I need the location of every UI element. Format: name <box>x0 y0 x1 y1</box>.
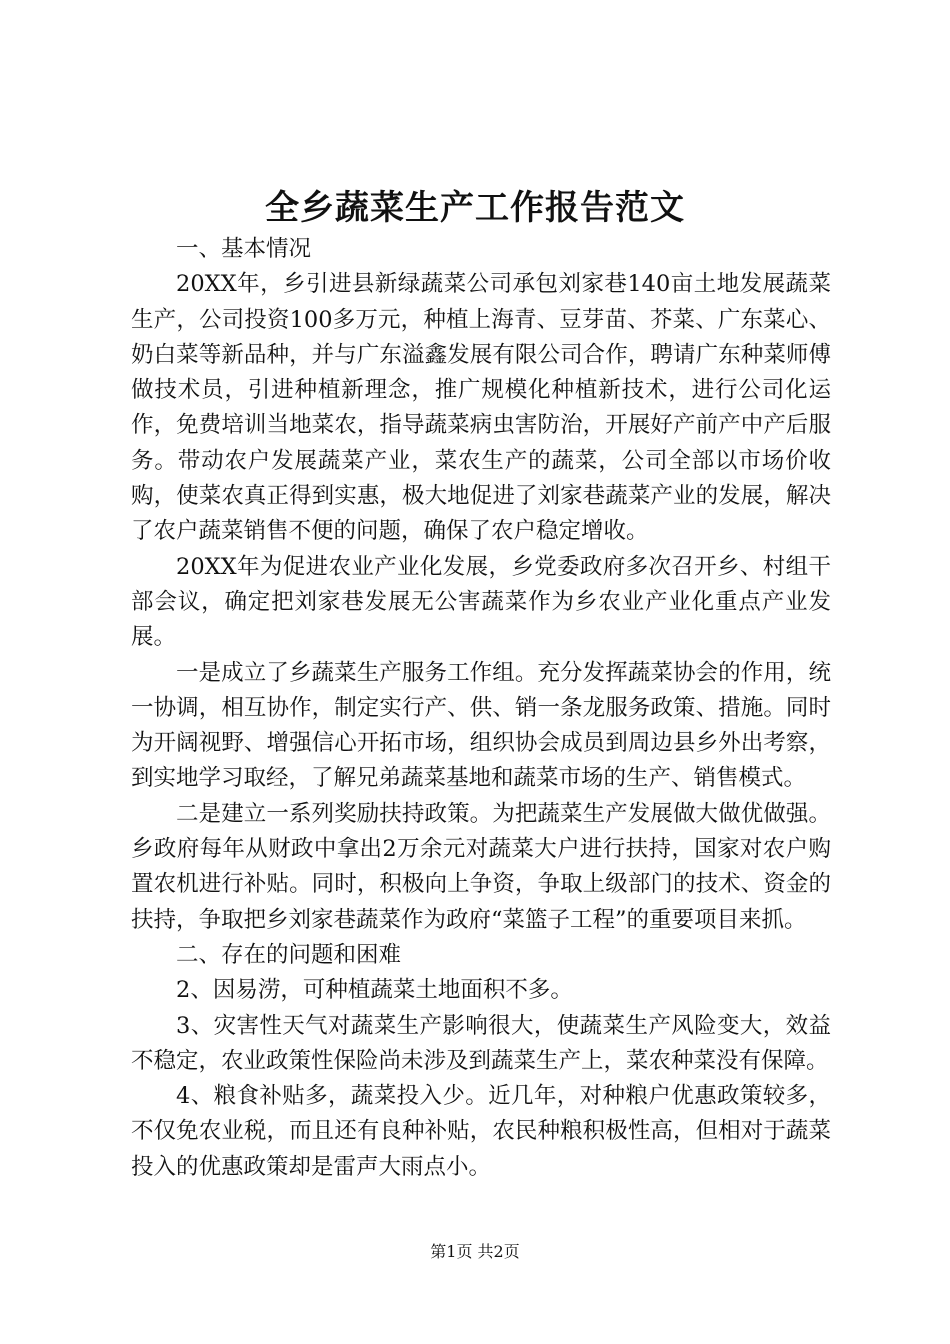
paragraph: 一是成立了乡蔬菜生产服务工作组。充分发挥蔬菜协会的作用，统一协调，相互协作，制定实行产、供、销一条龙服务政策、措施。同时为开阔视野、增强信心开拓市场，组织协会成员到周边县乡外出考察，到实地学习取经，了解兄弟蔬菜基地和蔬菜市场的生产、销售模式。 <box>131 659 831 792</box>
page-number-footer: 第1页 共2页 <box>430 1242 520 1261</box>
paragraph: 20XX年为促进农业产业化发展，乡党委政府多次召开乡、村组干部会议，确定把刘家巷发展无公害蔬菜作为乡农业产业化重点产业发展。 <box>131 553 831 651</box>
paragraph: 20XX年，乡引进县新绿蔬菜公司承包刘家巷140亩土地发展蔬菜生产，公司投资100多万元，种植上海青、豆芽苗、芥菜、广东菜心、奶白菜等新品种，并与广东溢鑫发展有限公司合作，聘请广东种菜师傅做技术员，引进种植新理念，推广规模化种植新技术，进行公司化运作，免费培训当地菜农，指导蔬菜病虫害防治，开展好产前产中产后服务。带动农户发展蔬菜产业，菜农生产的蔬菜，公司全部以市场价收购，使菜农真正得到实惠，极大地促进了刘家巷蔬菜产业的发展，解决了农户蔬菜销售不便的问题，确保了农户稳定增收。 <box>131 271 831 545</box>
section-heading-basic-situation: 一、基本情况 <box>176 236 312 262</box>
document-title: 全乡蔬菜生产工作报告范文 <box>265 188 685 228</box>
section-heading-problems: 二、存在的问题和困难 <box>176 941 402 968</box>
paragraph: 二是建立一系列奖励扶持政策。为把蔬菜生产发展做大做优做强。乡政府每年从财政中拿出2万余元对蔬菜大户进行扶持，国家对农户购置农机进行补贴。同时，积极向上争资，争取上级部门的技术、资金的扶持，争取把乡刘家巷蔬菜作为政府“菜篮子工程”的重要项目来抓。 <box>131 800 831 933</box>
paragraph: 2、因易涝，可种植蔬菜土地面积不多。 <box>176 977 573 1004</box>
document-body <box>131 232 831 1185</box>
paragraph: 3、灾害性天气对蔬菜生产影响很大，使蔬菜生产风险变大，效益不稳定，农业政策性保险尚未涉及到蔬菜生产上，菜农种菜没有保障。 <box>131 1012 831 1074</box>
paragraph: 4、粮食补贴多，蔬菜投入少。近几年，对种粮户优惠政策较多，不仅免农业税，而且还有良种补贴，农民种粮积极性高，但相对于蔬菜投入的优惠政策却是雷声大雨点小。 <box>131 1083 831 1180</box>
